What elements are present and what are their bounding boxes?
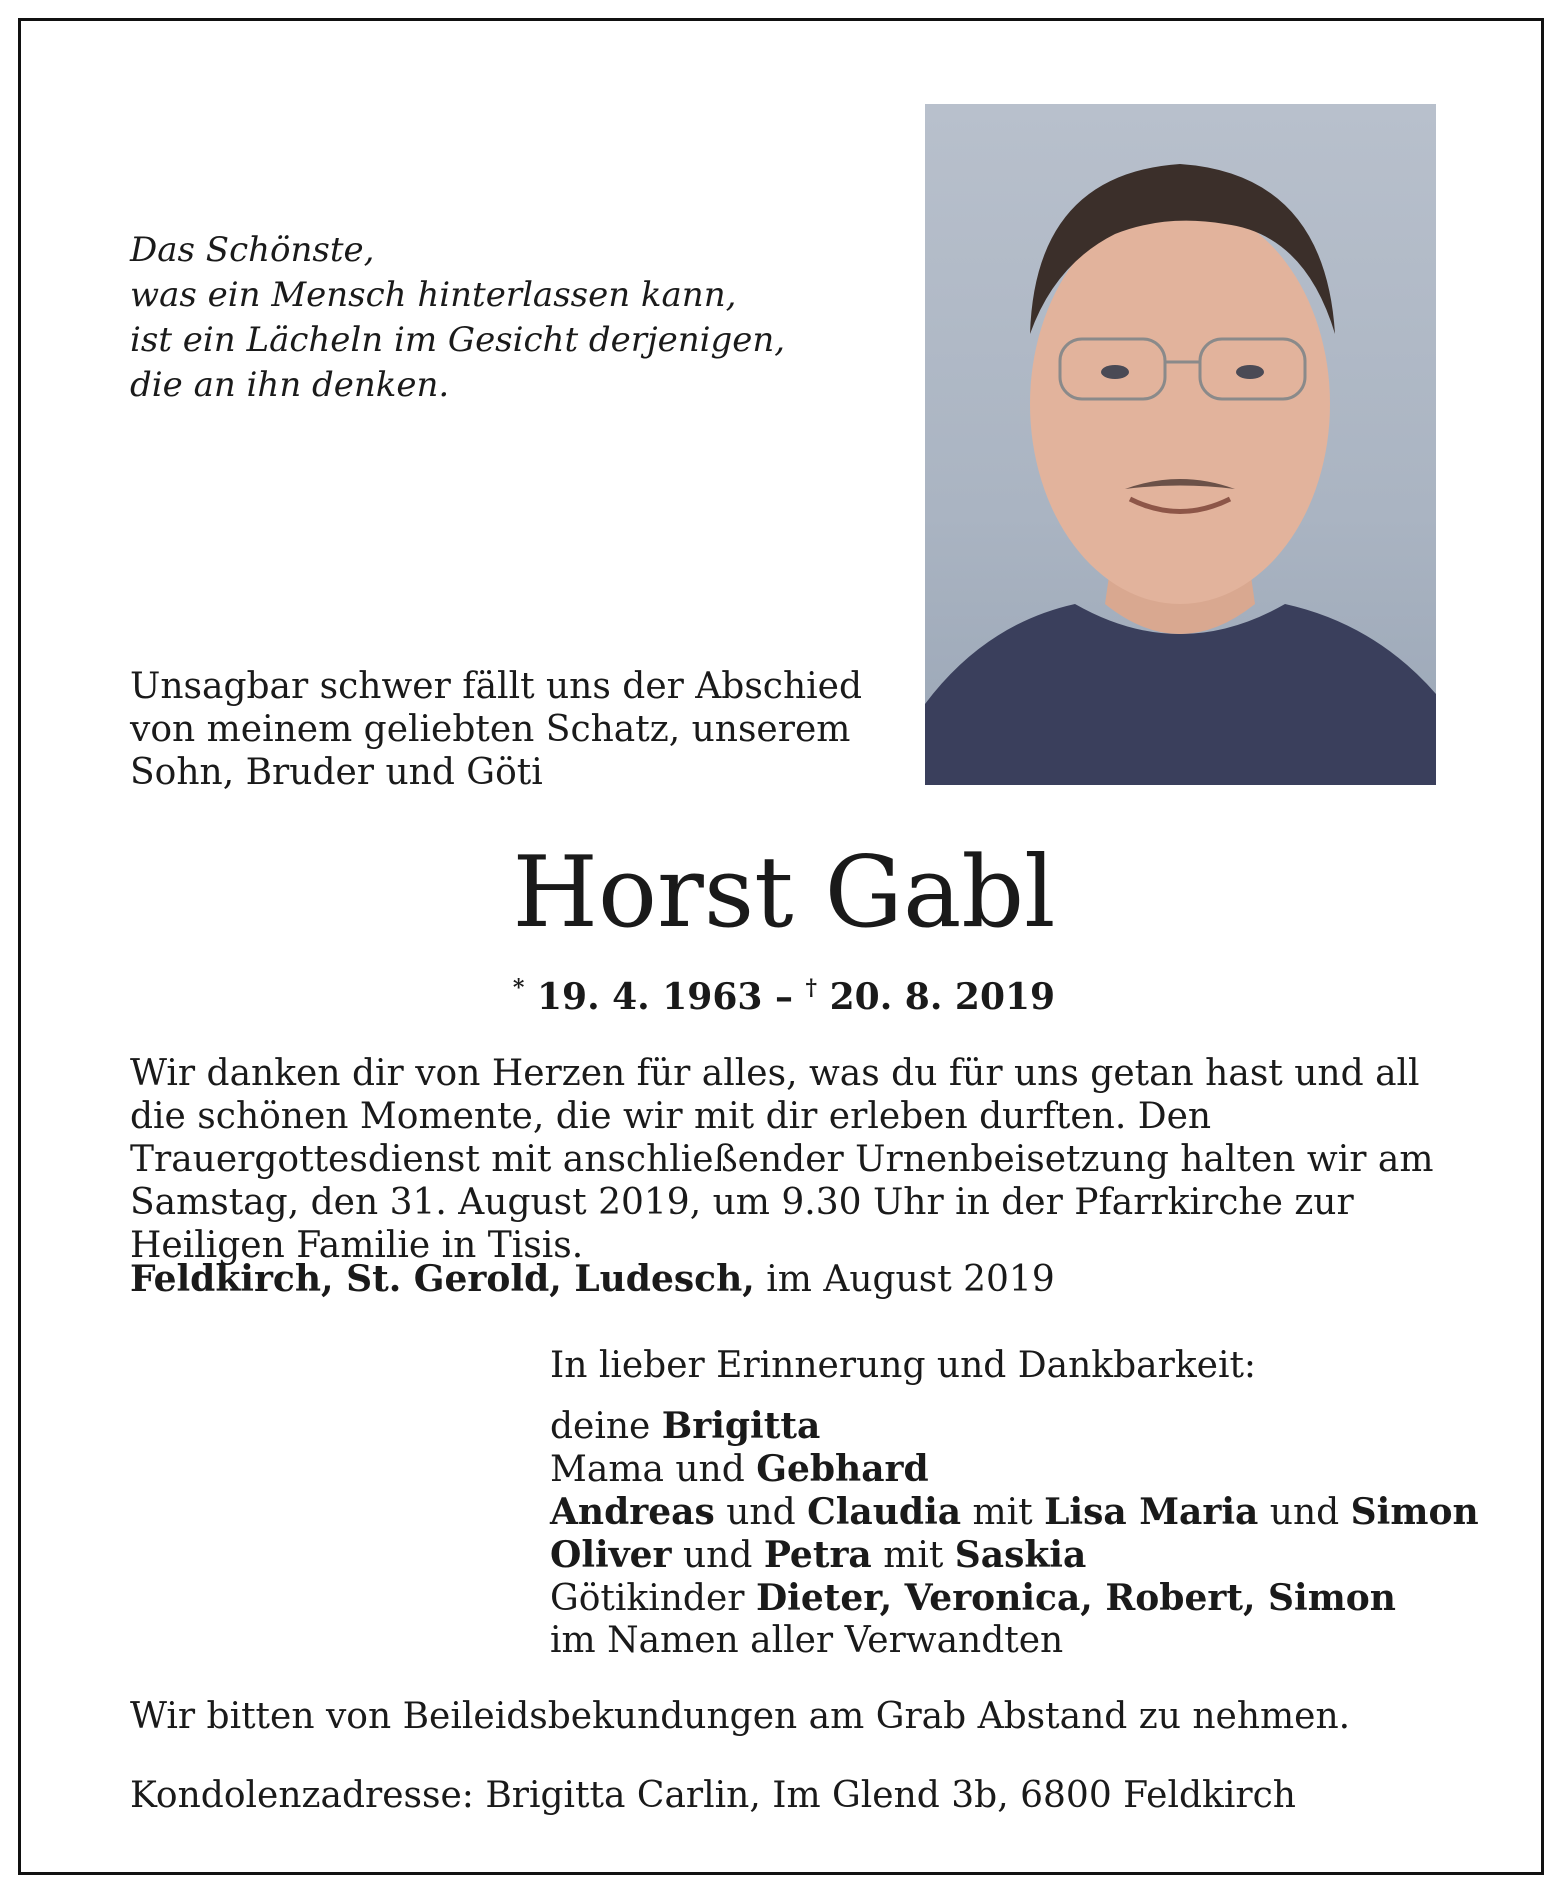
mourner-name: Andreas: [550, 1491, 715, 1533]
thanks-paragraph: Wir danken dir von Herzen für alles, was du für uns getan hast und all die schönen Momente, die wir mit dir erleben durften. Den Trauergottesdienst mit anschließender Urnenbeisetzung halten wir am Samstag, den 31. August 2019, um 9.30 Uhr in der Pfarrkirche zur Heiligen Familie in Tisis.: [130, 1053, 1434, 1266]
birth-symbol: *: [512, 975, 525, 1001]
mourner-name: Lisa Maria: [1044, 1491, 1259, 1533]
mourners-list: [550, 1345, 1479, 1662]
mourner-name: Gebhard: [756, 1448, 929, 1490]
memorial-quote: Das Schönste, was ein Mensch hinterlassen kann, ist ein Lächeln im Gesicht derjenigen, die an ihn denken.: [130, 230, 786, 405]
mourner-name: Dieter, Veronica, Robert, Simon: [755, 1577, 1396, 1619]
mourner-text: und: [671, 1535, 764, 1576]
condolence-request: Wir bitten von Beileidsbekundungen am Grab Abstand zu nehmen.: [130, 1696, 1351, 1737]
condolence-address: Kondolenzadresse: Brigitta Carlin, Im Glend 3b, 6800 Feldkirch: [130, 1775, 1296, 1816]
mourner-line: [550, 1534, 1479, 1577]
death-symbol: †: [805, 975, 818, 1001]
mourner-line: [550, 1405, 1479, 1448]
mourner-name: Simon: [1350, 1491, 1479, 1533]
portrait-illustration: [925, 104, 1436, 785]
mourner-name: Petra: [763, 1534, 872, 1576]
life-dates: [0, 966, 1568, 1019]
mourner-line: [550, 1577, 1479, 1620]
mourner-name: Claudia: [807, 1491, 962, 1533]
place-date-line: [130, 1257, 1055, 1302]
death-date: 20. 8. 2019: [829, 976, 1056, 1018]
mourner-line: [550, 1491, 1479, 1534]
birth-date: 19. 4. 1963: [536, 976, 763, 1018]
portrait-photo: [925, 104, 1436, 785]
mourner-text: und: [714, 1492, 808, 1533]
deceased-name: Horst Gabl: [512, 836, 1056, 950]
place-towns: Feldkirch, St. Gerold, Ludesch,: [130, 1258, 755, 1300]
mourner-text: Mama und: [550, 1449, 757, 1490]
mourner-text: deine: [550, 1406, 662, 1447]
mourner-text: mit: [871, 1535, 955, 1576]
mourner-line: im Namen aller Verwandten: [550, 1620, 1064, 1661]
mourners-heading: In lieber Erinnerung und Dankbarkeit:: [550, 1345, 1257, 1386]
mourner-line: [550, 1448, 1479, 1491]
date-separator: –: [775, 976, 793, 1018]
mourner-name: Brigitta: [661, 1405, 821, 1447]
place-date: im August 2019: [766, 1259, 1055, 1300]
mourner-text: mit: [961, 1492, 1045, 1533]
mourner-text: Götikinder: [550, 1578, 756, 1619]
mourner-name: Oliver: [550, 1534, 672, 1576]
mourner-text: und: [1258, 1492, 1351, 1533]
mourner-name: Saskia: [954, 1534, 1087, 1576]
intro-text: Unsagbar schwer fällt uns der Abschied von meinem geliebten Schatz, unserem Sohn, Bruder und Göti: [130, 666, 863, 793]
